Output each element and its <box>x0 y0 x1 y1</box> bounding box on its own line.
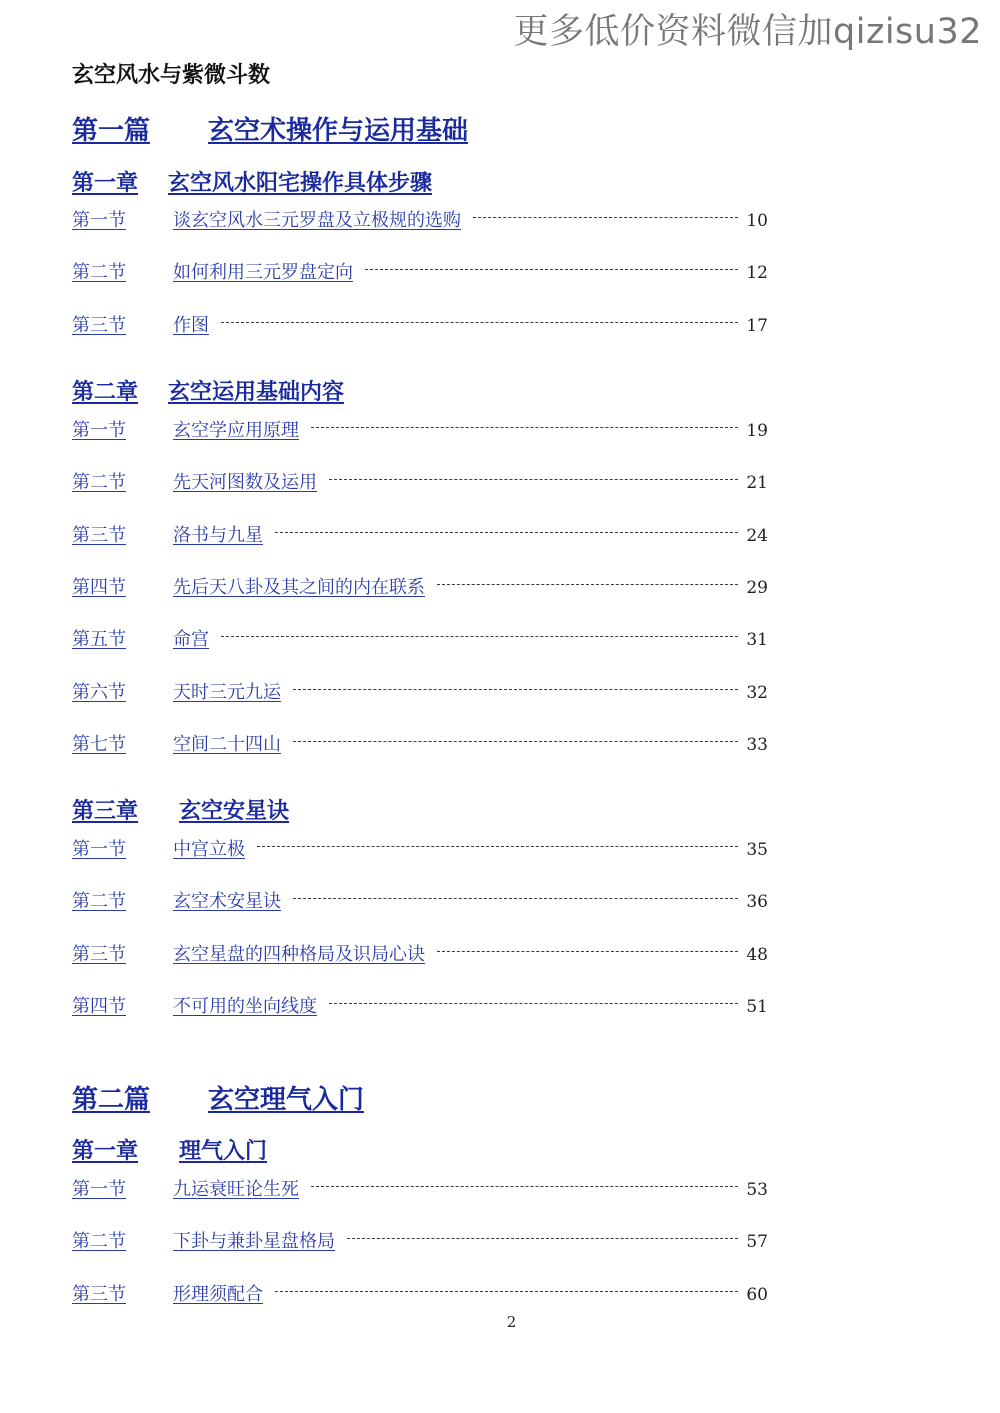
toc-entry[interactable] <box>72 835 768 863</box>
section-title: 玄空星盘的四种格局及识局心诀 <box>173 944 425 965</box>
page-ref: 51 <box>746 997 768 1017</box>
page-ref: 48 <box>746 945 768 965</box>
toc-entry[interactable] <box>72 730 768 758</box>
page-ref: 60 <box>746 1285 768 1305</box>
page-ref: 19 <box>746 421 768 441</box>
dot-leader <box>221 322 738 323</box>
toc-entry[interactable] <box>72 1280 768 1308</box>
section-title: 先后天八卦及其之间的内在联系 <box>173 577 425 598</box>
toc-entry[interactable] <box>72 206 768 234</box>
page-ref: 29 <box>746 578 768 598</box>
dot-leader <box>437 951 738 952</box>
section-title: 先天河图数及运用 <box>173 472 317 493</box>
section-label: 第六节 <box>72 682 126 703</box>
toc-entry[interactable] <box>72 940 768 968</box>
dot-leader <box>311 427 738 428</box>
chapter-heading[interactable] <box>72 166 433 197</box>
part-title: 玄空术操作与运用基础 <box>208 116 469 146</box>
page-ref: 53 <box>746 1180 768 1200</box>
dot-leader <box>275 532 738 533</box>
section-title: 天时三元九运 <box>173 682 281 703</box>
part-title: 玄空理气入门 <box>208 1085 365 1115</box>
document-title: 玄空风水与紫微斗数 <box>72 63 271 88</box>
section-title: 作图 <box>173 315 209 336</box>
dot-leader <box>365 269 738 270</box>
section-label: 第二节 <box>72 891 126 912</box>
part-label: 第一篇 <box>72 116 151 146</box>
toc-entry[interactable] <box>72 992 768 1020</box>
dot-leader <box>293 689 738 690</box>
page-number: 2 <box>506 1313 517 1331</box>
section-label: 第四节 <box>72 577 126 598</box>
section-label: 第一节 <box>72 420 126 441</box>
dot-leader <box>221 636 738 637</box>
section-title: 不可用的坐向线度 <box>173 996 317 1017</box>
toc-entry[interactable] <box>72 468 768 496</box>
toc-entry[interactable] <box>72 416 768 444</box>
page-ref: 57 <box>746 1232 768 1252</box>
section-title: 九运衰旺论生死 <box>173 1179 299 1200</box>
section-title: 命宫 <box>173 629 209 650</box>
dot-leader <box>311 1186 738 1187</box>
part-heading-1[interactable] <box>72 110 469 147</box>
section-label: 第二节 <box>72 1231 126 1252</box>
section-label: 第一节 <box>72 210 126 231</box>
chapter-label: 第一章 <box>72 1138 139 1164</box>
dot-leader <box>347 1238 738 1239</box>
dot-leader <box>329 479 738 480</box>
section-title: 中宫立极 <box>173 839 245 860</box>
page-ref: 35 <box>746 840 768 860</box>
part-label: 第二篇 <box>72 1085 151 1115</box>
section-label: 第三节 <box>72 525 126 546</box>
page-ref: 32 <box>746 683 768 703</box>
chapter-title: 玄空风水阳宅操作具体步骤 <box>168 170 433 196</box>
dot-leader <box>275 1291 738 1292</box>
dot-leader <box>293 898 738 899</box>
section-title: 下卦与兼卦星盘格局 <box>173 1231 335 1252</box>
section-label: 第四节 <box>72 996 126 1017</box>
section-title: 形理须配合 <box>173 1284 263 1305</box>
page-ref: 21 <box>746 473 768 493</box>
chapter-title: 理气入门 <box>179 1138 268 1164</box>
section-title: 玄空学应用原理 <box>173 420 299 441</box>
part-heading-2[interactable] <box>72 1079 365 1116</box>
dot-leader <box>257 846 738 847</box>
page-ref: 31 <box>746 630 768 650</box>
toc-entry[interactable] <box>72 1227 768 1255</box>
section-label: 第二节 <box>72 262 126 283</box>
section-title: 如何利用三元罗盘定向 <box>173 262 353 283</box>
page-ref: 10 <box>746 211 768 231</box>
chapter-heading[interactable] <box>72 375 345 406</box>
toc-entry[interactable] <box>72 258 768 286</box>
toc-entry[interactable] <box>72 1175 768 1203</box>
section-title: 谈玄空风水三元罗盘及立极规的选购 <box>173 210 461 231</box>
chapter-label: 第一章 <box>72 170 139 196</box>
dot-leader <box>437 584 738 585</box>
section-label: 第三节 <box>72 1284 126 1305</box>
section-label: 第三节 <box>72 944 126 965</box>
watermark-text: 更多低价资料微信加qizisu32 <box>513 12 982 52</box>
dot-leader <box>293 741 738 742</box>
chapter-label: 第二章 <box>72 379 139 405</box>
toc-entry[interactable] <box>72 521 768 549</box>
page-ref: 33 <box>746 735 768 755</box>
section-title: 洛书与九星 <box>173 525 263 546</box>
toc-entry[interactable] <box>72 678 768 706</box>
chapter-heading[interactable] <box>72 1134 268 1165</box>
section-label: 第五节 <box>72 629 126 650</box>
toc-entry[interactable] <box>72 311 768 339</box>
chapter-heading[interactable] <box>72 794 290 825</box>
dot-leader <box>329 1003 738 1004</box>
toc-entry[interactable] <box>72 625 768 653</box>
toc-entry[interactable] <box>72 887 768 915</box>
section-label: 第二节 <box>72 472 126 493</box>
chapter-title: 玄空安星诀 <box>179 798 290 824</box>
chapter-title: 玄空运用基础内容 <box>168 379 345 405</box>
section-label: 第七节 <box>72 734 126 755</box>
page-ref: 24 <box>746 526 768 546</box>
section-label: 第一节 <box>72 1179 126 1200</box>
section-title: 空间二十四山 <box>173 734 281 755</box>
section-label: 第三节 <box>72 315 126 336</box>
page-ref: 12 <box>746 263 768 283</box>
page-ref: 17 <box>746 316 768 336</box>
section-title: 玄空术安星诀 <box>173 891 281 912</box>
dot-leader <box>473 217 738 218</box>
page-ref: 36 <box>746 892 768 912</box>
section-label: 第一节 <box>72 839 126 860</box>
chapter-label: 第三章 <box>72 798 139 824</box>
toc-entry[interactable] <box>72 573 768 601</box>
